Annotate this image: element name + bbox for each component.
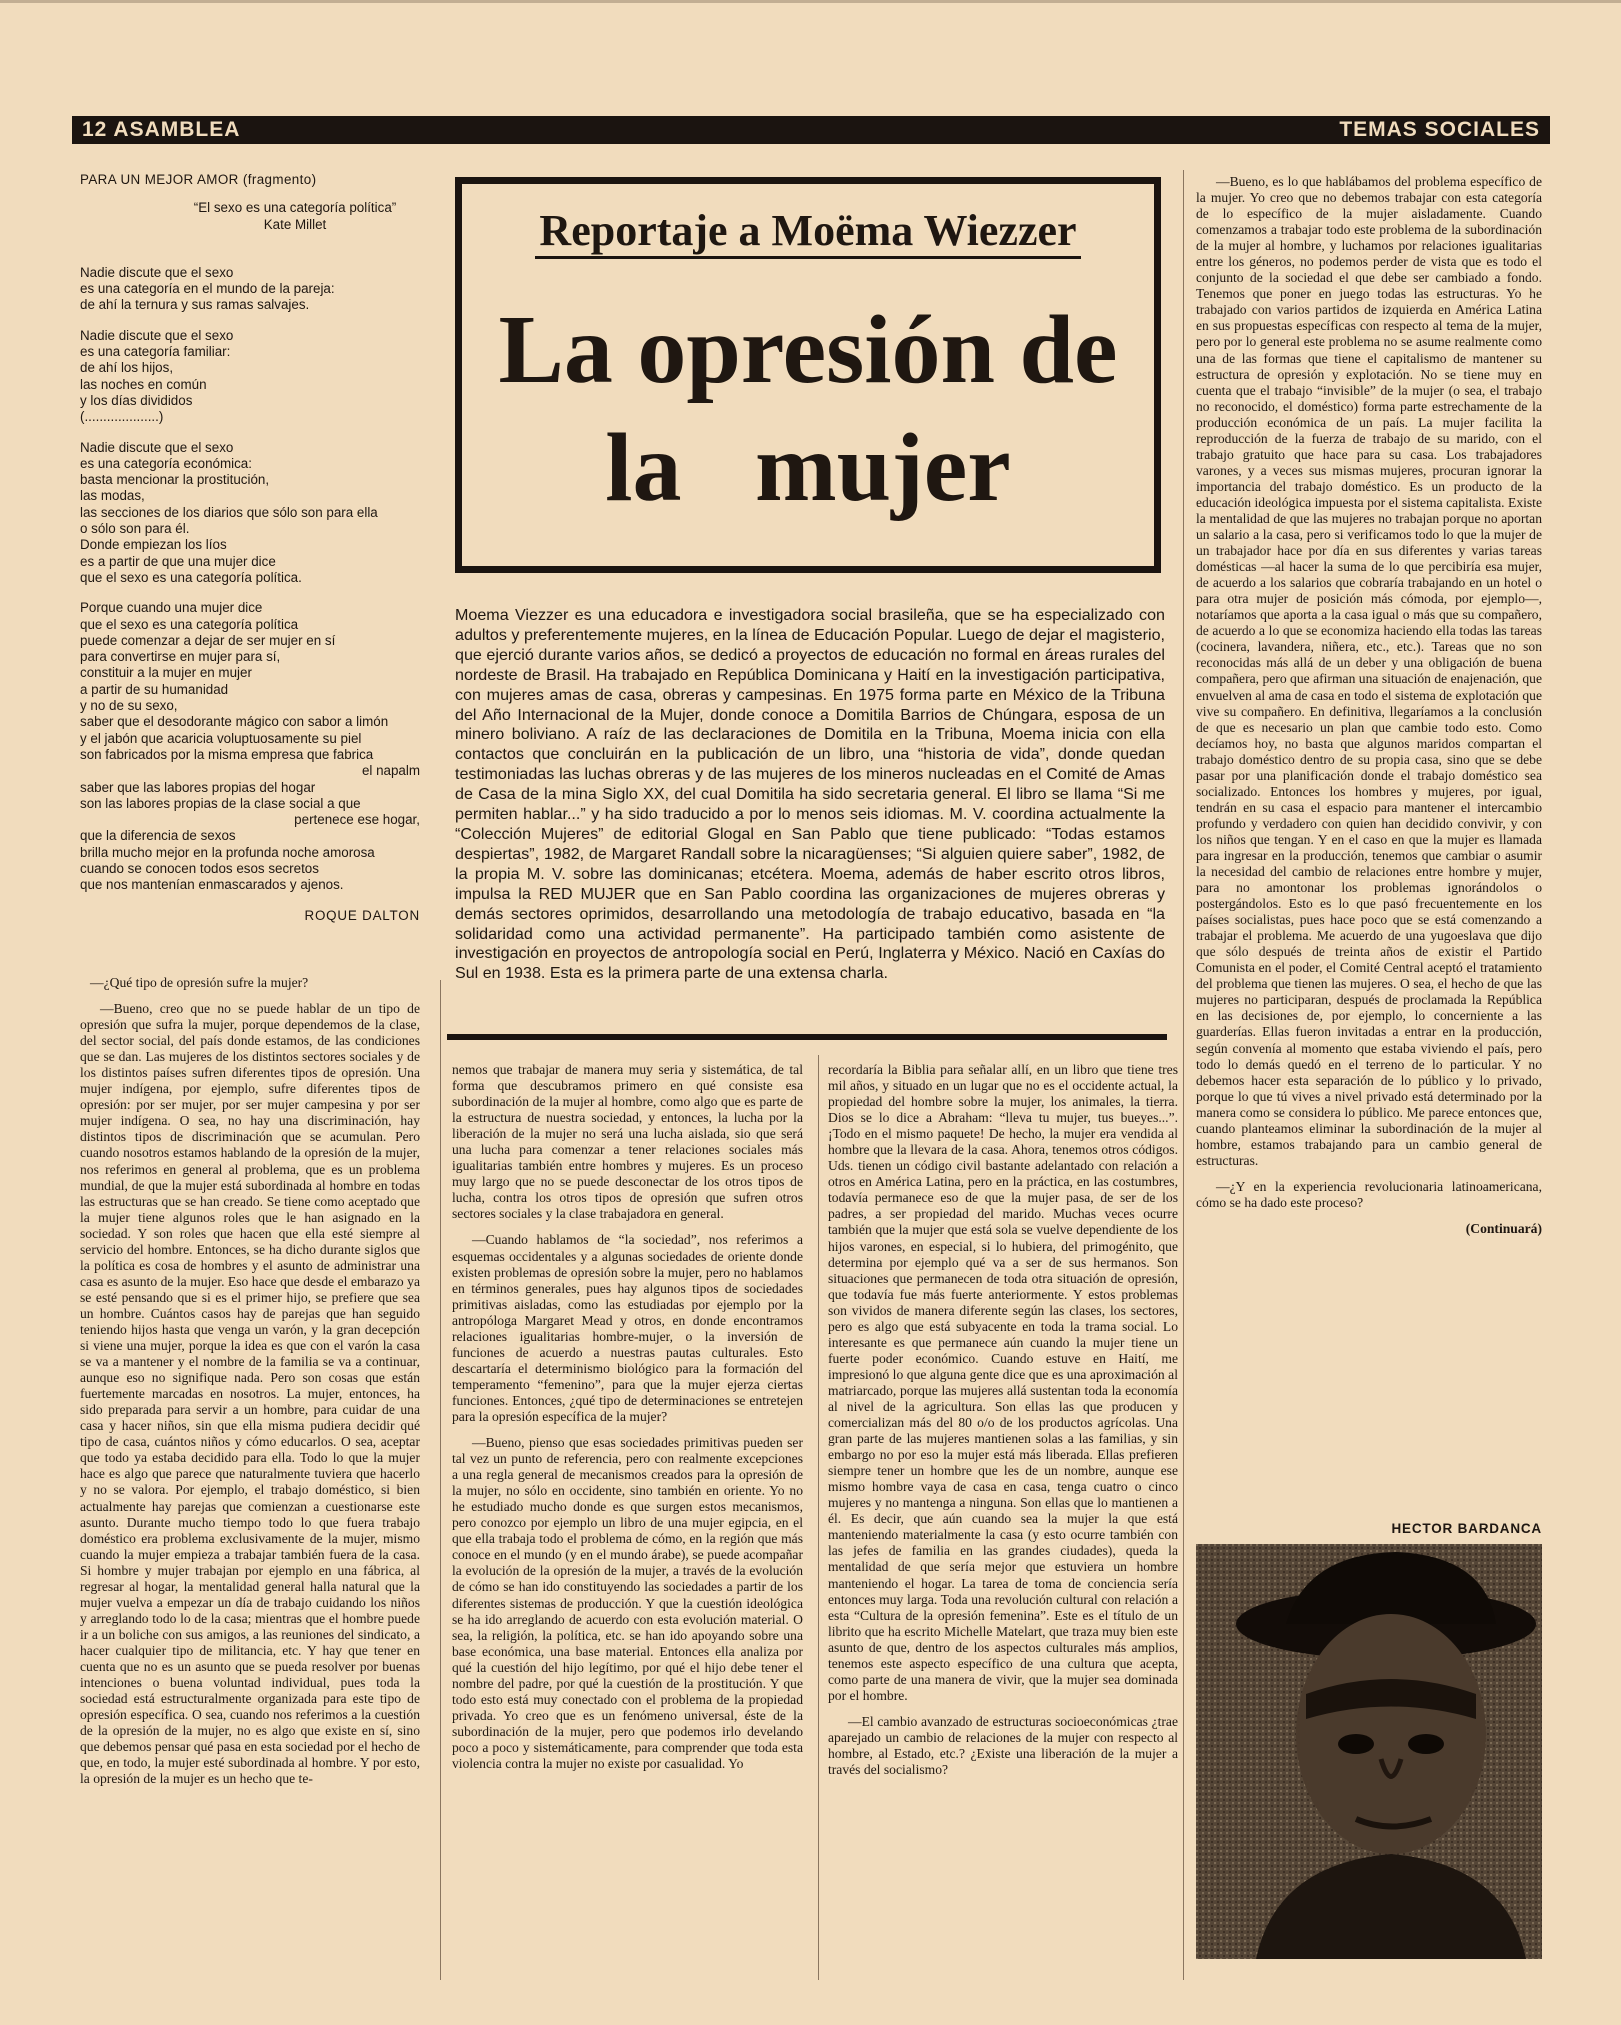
column-rule <box>440 980 441 1980</box>
poem-line: las noches en común <box>80 376 207 392</box>
article-title-box <box>455 177 1161 573</box>
paragraph: nemos que trabajar de manera muy seria y sistemática, de tal forma que descubramos primero en qué consiste esa subordinación de la mujer al hombre, como algo que es parte de la estructura de nuestra sociedad, y entonces, la lucha por la liberación de la mujer no será una lucha aislada, sio que será una lucha para comenzar a tener relaciones sociales más igualitarias también entre hombres y mujeres. Es un proceso muy largo que no se puede desconectar de los otros tipos de lucha, contra los otros tipos de opresión que sufren otros sectores sociales y la clase trabajadora en general. <box>452 1062 803 1222</box>
poem-line: es a partir de que una mujer dice <box>80 553 276 569</box>
poem-author: ROQUE DALTON <box>304 907 420 923</box>
poem-line: son las labores propias de la clase social a que <box>80 795 361 811</box>
article-title <box>462 291 1154 527</box>
question: —El cambio avanzado de estructuras socioeconómicas ¿trae aparejado un cambio de relaciones de la mujer con respecto al hombre, al Estado, etc.? ¿Existe una liberación de la mujer a través del socialismo? <box>828 1713 1178 1778</box>
poem-line: Nadie discute que el sexo <box>80 327 234 343</box>
article-title-line-1: La opresión de <box>498 296 1118 404</box>
poem-title: PARA UN MEJOR AMOR (fragmento) <box>80 172 317 187</box>
poem-line: basta mencionar la prostitución, <box>80 472 270 488</box>
epigraph-author: Kate Millet <box>263 216 327 232</box>
poem-line: pertenece ese hogar, <box>294 812 420 828</box>
top-edge-rule <box>0 0 1621 3</box>
poem-line: es una categoría familiar: <box>80 344 231 360</box>
poem-line: Nadie discute que el sexo <box>80 439 234 455</box>
continued-note: (Continuará) <box>1465 1221 1542 1236</box>
poem-line: es una categoría económica: <box>80 455 252 471</box>
poem-line: de ahí la ternura y sus ramas salvajes. <box>80 297 310 313</box>
poem-line: cuando se conocen todos esos secretos <box>80 860 319 876</box>
stanza-3 <box>80 440 430 587</box>
poem-line: para convertirse en mujer para sí, <box>80 649 281 665</box>
poem-line: saber que las labores propias del hogar <box>80 779 316 795</box>
article-title-line-2: la mujer <box>605 414 1011 522</box>
article-intro: Moema Viezzer es una educadora e investigadora social brasileña, que se ha especializado con adultos y preferentemente mujeres, en la línea de Educación Popular. Luego de dejar el magisterio, que ejerció durante varios años, se dedicó a proyectos de educación no formal en áreas rurales del nordeste de Brasil. Ha trabajado en República Dominicana y Haití en la investigación participativa, con mujeres amas de casa, obreras y campesinas. En 1975 forma parte en México de la Tribuna del Año Internacional de la Mujer, donde conoce a Domitila Barrios de Chúngara, esposa de un minero boliviano. A raíz de las declaraciones de Domitila en la Tribuna, Moema inicia con ella contactos que concluirán en la publicación de un libro, una “historia de vida”, donde quedan testimoniadas las luchas obreras y de las mujeres de los mineros nucleadas en el Comité de Amas de Casa de la mina Siglo XX, del cual Domitila ha sido secretaria general. El libro se llama “Si me permiten hablar...” y ha sido traducido a por lo menos seis idiomas. M. V. coordina actualmente la “Colección Mujeres” de editorial Glogal en San Pablo que tiene publicado: “Todas estamos despiertas”, 1982, de Margaret Randall sobre la nicaragüenses; “Si alguien quiere saber”, 1982, de la propia M. V. sobre las dominicanas; etcétera. Moema, además de haber escrito otros libros, impulsa la RED MUJER que en San Pablo coordina las organizaciones de mujeres obreras y demás sectores oprimidos, desarrollando una metodología de trabajo educativo, basada en “la solidaridad como una actividad permanente”. Ha participado también como asistente de investigación en proyectos de antropología social en Perú, Inglaterra y México. Nació en Caxías do Sul en 1938. Esta es la primera parte de una extensa charla. <box>455 606 1165 983</box>
question: —¿Qué tipo de opresión sufre la mujer? <box>90 975 309 990</box>
poem-line: a partir de su humanidad <box>80 681 229 697</box>
poem-line: constituir a la mujer en mujer <box>80 665 252 681</box>
article-column-1 <box>80 975 420 1797</box>
paragraph: —Bueno, es lo que hablábamos del problema específico de la mujer. Yo creo que no debemos trabajar con esta categoría de lo específico de la mujer aisladamente. Cuando comenzamos a trabajar todo este problema de la subordinación de la mujer al hombre, y luchamos por relaciones igualitarias entre los géneros, no podemos perder de vista que es todo el conjunto de la sociedad el que debe ser cambiado a fondo. Tenemos que poner en juego todas las estructuras. Yo he trabajado con varios partidos de izquierda en América Latina en sus propuestas específicas con respecto al tema de la mujer, pero por lo general este problema no se asume realmente como una de las formas que tiene el capitalismo de mantener su estructura de opresión y explotación. No se tiene muy en cuenta que el trabajo “invisible” de la mujer (o sea, el trabajo no reconocido, el doméstico) forma parte estrechamente de la producción económica de un país. La mujer facilita la reproducción de la fuerza de trabajo de su marido, con el trabajo gratuito que hace para su casa. Los trabajadores varones, y a veces sus mismas mujeres, procuran ignorar la importancia del trabajo doméstico. Es un producto de la educación ideológica impuesta por el sistema capitalista. Existe la mentalidad de que las mujeres no trabajan porque no aportan un salario a la casa, pero si verificamos todo lo que la mujer de un trabajador hace por día en sus diferentes y varias tareas domésticas —al hacer la suma de lo que percibiría esa mujer, de acuerdo a los salarios que cobraría trabajando en un hotel o para otra mujer de posición más cómoda, por ejemplo—, notaríamos que aporta a la casa igual o más que su compañero, de acuerdo a lo que se economiza haciendo ella todas las tareas (cocinera, lavandera, niñera, etc., etc.). Tareas que no son reconocidas más allá de un deber y una obligación de buena compañera, pero que afirman una situación de enajenación, que envuelven al ama de casa en todo el sistema de explotación que vive su compañero. En definitiva, llegaríamos a la conclusión de que es necesario un plan que cambie todo esto. Como decíamos hoy, no basta que algunos maridos compartan el trabajo doméstico dentro de su propia casa, sino que se debe pasar por una planificación donde el trabajo doméstico sea socializado. Entonces los hombres y mujeres, por igual, tendrán en su casa el espacio para mantener el intercambio profundo y verdadero con quien han decidido convivir, y con los niños que tengan. Y en el caso en que la mujer es llamada para ingresar en la producción, tenemos que cambiar o asumir la necesidad del cambio de relaciones entre hombre y mujer, para no amontonar los problemas ignorándolos o postergándolos. Esto es lo que pasó frecuentemente en los países socialistas, pues hace poco que se está comenzando a trabajar el problema. Me acuerdo de una yugoeslava que dijo que sólo después de treinta años de existir el Partido Comunista en el poder, el Comité Central aceptó el tratamiento del problema que tienen las mujeres. O sea, el hecho de que las mujeres no participaran, después de proclamada la República en las decisiones de, por ejemplo, lo concerniente a las guarderías. Ellas fueron invitadas a entrar en la producción, según convenía al momento que estaba viviendo el país, pero todo lo demás quedó en el terreno de lo particular. Y no debemos hacer esta separación de lo público y lo privado, porque lo que tú vives a nivel privado está determinado por la manera como se considera lo público. Me parece entonces que, cuando planteamos eliminar la subordinación de la mujer al hombre, estamos trabajando para un cambio general de estructuras. <box>1196 174 1542 1168</box>
poem-line: y los días divididos <box>80 392 193 408</box>
poem-line: o sólo son para él. <box>80 521 190 537</box>
epigraph <box>80 200 430 233</box>
question: —Cuando hablamos de “la sociedad”, nos referimos a esquemas occidentales y a algunas sociedades de oriente donde existen problemas de opresión sobre la mujer, pero no hablamos en términos generales, pues hay algunos tipos de sociedades primitivas aisladas, como las estudiadas por ejemplo por la antropóloga Margaret Mead y otros, en donde encontramos relaciones igualitarias hombre-mujer, o la inversión de funciones de acuerdo a nuestras pautas culturales. Esto descartaría el determinismo biológico para la formación del temperamento “femenino”, para que la mujer ejerza ciertas funciones. Entonces, ¿qué tipo de determinaciones se entretejen para la opresión específica de la mujer? <box>452 1232 803 1424</box>
column-rule <box>1183 170 1184 1980</box>
portrait-illustration <box>1196 1544 1542 1959</box>
page-header <box>72 116 1550 144</box>
question: —¿Y en la experiencia revolucionaria latinoamericana, cómo se ha dado este proceso? <box>1196 1178 1542 1210</box>
paragraph: —Bueno, pienso que esas sociedades primitivas pueden ser tal vez un punto de referencia, pero con realmente excepciones a una regla general de mecanismos creados para la opresión de la mujer, no sólo en occidente, sino también en oriente. Yo no he estudiado mucho donde es que surgen estos mecanismos, pero conozco por ejemplo un libro de una mujer egipcia, en el que ella trabaja todo el problema de cómo, en la región que más conoce en el mundo (y en el mundo árabe), se puede acompañar la evolución de la opresión de la mujer, a través de la evolución de cómo se han ido constituyendo las sociedades a partir de los diferentes sistemas de producción. Y que la cuestión ideológica se ha ido arreglando de acuerdo con esta evolución material. O sea, la religión, la política, etc. se han ido apoyando sobre una base económica, una base material. Entonces ella analiza por qué la cuestión del hijo legítimo, por qué el hijo debe tener el nombre del padre, por qué la cuestión de la prostitución. Y que todo esto está muy conectado con el problema de la propiedad privada. Yo creo que es un fenómeno universal, éste de la subordinación de la mujer, pero que podemos irlo develando poco a poco y sistemáticamente, para comprender que toda esta violencia contra la mujer no existe por casualidad. Yo <box>452 1435 803 1771</box>
poem-line: de ahí los hijos, <box>80 360 174 376</box>
section-name: TEMAS SOCIALES <box>1339 118 1540 141</box>
poem-line: brilla mucho mejor en la profunda noche amorosa <box>80 844 375 860</box>
poem-line: y no de su sexo, <box>80 698 178 714</box>
poem-line: las modas, <box>80 488 145 504</box>
column-rule <box>818 1055 819 1980</box>
poem-line: Donde empiezan los líos <box>80 537 227 553</box>
poem-line: es una categoría en el mundo de la pareja: <box>80 281 335 297</box>
poem-line: son fabricados por la misma empresa que fabrica <box>80 746 374 762</box>
poem-line: que el sexo es una categoría política <box>80 616 299 632</box>
article-column-4 <box>1196 174 1542 1237</box>
poem-line: que la diferencia de sexos <box>80 828 236 844</box>
poem-line: el napalm <box>361 763 420 779</box>
stanza-1 <box>80 265 430 314</box>
article-column-3 <box>828 1062 1178 1788</box>
poem-line: Nadie discute que el sexo <box>80 264 234 280</box>
poem-line: que nos mantenían enmascarados y ajenos. <box>80 877 344 893</box>
epigraph-quote: “El sexo es una categoría política” <box>193 200 397 216</box>
article-column-2 <box>452 1062 803 1782</box>
poem <box>80 172 430 924</box>
poem-line: saber que el desodorante mágico con sabor a limón <box>80 714 389 730</box>
page-number-section: 12 ASAMBLEA <box>82 118 241 141</box>
stanza-4 <box>80 600 430 893</box>
poem-line: Porque cuando una mujer dice <box>80 600 263 616</box>
portrait-photo <box>1196 1544 1542 1959</box>
paragraph: —Bueno, creo que no se puede hablar de un tipo de opresión que sufra la mujer, porque dependemos de la clase, del sector social, del país donde estamos, de las condiciones que se dan. Las mujeres de los distintos sectores sociales y de los distintos países sufren diferentes tipos de opresión. Una mujer indígena, por ejemplo, sufre diferentes tipos de opresión: por ser mujer, por ser mujer campesina y por ser mujer indígena. O sea, no hay una discriminación, hay distintos tipos de discriminación que se acumulan. Pero cuando nosotros estamos hablando de la opresión de la mujer, nos referimos en general al problema, que es un problema mundial, de que la mujer está subordinada al hombre en todas las estructuras que se han creado. Se tiene como aceptado que la mujer tiene algunos roles que le han asignado en la sociedad. Y son roles que hacen que ella esté siempre al servicio del hombre. Entonces, se ha dicho durante siglos que la política es cosa de hombres y el asunto de administrar una casa es asunto de la mujer. Eso hace que desde el embarazo ya se esté pensando que si es el primer hijo, se prefiere que sea un hombre. Cuántos casos hay de parejas que han seguido teniendo hijos hasta que venga un varón, y la gran decepción si viene una mujer, porque la idea es que con el varón la casa se va a mantener y el nombre de la familia se va a continuar, aunque eso no signifique nada. Pero son cosas que están fuertemente marcadas en nosotros. La mujer, entonces, ha sido preparada para servir a un hombre, para cuidar de una casa y hacer niños, sin que ella misma pudiera decidir qué tipo de casa, cuántos niños y cómo educarlos. O sea, aceptar que todo ya estaba decidido para ella. Todo lo que la mujer hace es algo que parece que naturalmente tuviera que hacerlo y no se valora. Por ejemplo, el trabajo doméstico, si bien actualmente hay parejas que comienzan a cuestionarse este asunto. Durante mucho tiempo todo lo que fuera trabajo doméstico era problema exclusivamente de la mujer, mismo cuando la mujer empieza a trabajar también fuera de la casa. Si hombre y mujer trabajan por ejemplo en una fábrica, al regresar al hogar, la mentalidad general halla natural que la mujer vuelva a empezar un día de trabajo cuidando los niños y arreglando todo lo de la casa; mientras que el hombre puede ir a un boliche con sus amigos, a las reuniones del sindicato, a hacer cualquier tipo de militancia, etc. Y hay que tener en cuenta que no es un asunto que se pueda resolver por buenas intenciones o buena voluntad individual, pues toda la sociedad está estructuralmente organizada para este tipo de opresión específica. O sea, cuando nos referimos a la cuestión de la opresión de la mujer, no es algo que existe en sí, sino que debemos pensar qué pasa en esta sociedad por el hecho de que, en todo, la mujer esté subordinada al hombre. Y por esto, la opresión de la mujer es un hecho que te- <box>80 1001 420 1787</box>
photo-credit: HECTOR BARDANCA <box>1391 1521 1542 1536</box>
poem-line: (....................) <box>80 409 164 425</box>
poem-line: puede comenzar a dejar de ser mujer en sí <box>80 632 336 648</box>
poem-line: y el jabón que acaricia voluptuosamente su piel <box>80 730 362 746</box>
poem-line: las secciones de los diarios que sólo son para ella <box>80 504 378 520</box>
section-divider <box>447 1034 1167 1040</box>
poem-line: que el sexo es una categoría política. <box>80 569 302 585</box>
stanza-2 <box>80 328 430 426</box>
paragraph: recordaría la Biblia para señalar allí, en un libro que tiene tres mil años, y situado en un lugar que no es el occidente actual, la propiedad del hombre sobre la mujer, los animales, la tierra. Dios se lo dice a Abraham: “lleva tu mujer, tus bueyes...”. ¡Todo en el mismo paquete! De hecho, la mujer era vendida al hombre que la llevara de la casa. Ahora, tenemos otros códigos. Uds. tienen un código civil bastante adelantado con relación a otros en América Latina, pero en la práctica, en las costumbres, todavía permanece eso de que la mujer pasa, de ser de los padres, a ser propiedad del marido. Muchas veces ocurre también que la mujer que está sola se vuelve dependiente de los hijos varones, en especial, si lo hubiera, del primogénito, que determina por ejemplo qué va a ser de sus hermanos. Son situaciones que permanecen de toda otra situación de opresión, que todavía fue más fuerte anteriormente. Y estos problemas son vividos de manera diferente según las clases, los sectores, pero es algo que está subyacente en toda la trama social. Lo interesante es que permanece aún cuando la mujer tiene un fuerte poder económico. Cuando estuve en Haití, me impresionó lo que alguna gente dice que es una aproximación al matriarcado, porque las mujeres allá sustentan toda la economía al nivel de la agricultura. Son ellas las que producen y comercializan más del 80 o/o de los productos agrícolas. Una gran parte de las mujeres mantienen solas a las familias, y sin embargo no por eso la mujer está más liberada. Ellas prefieren siempre tener un hombre que les de un nombre, aunque ese mismo hombre vaya de casa en casa, tenga cuatro o cinco mujeres y no mantenga a ninguna. Son ellas que lo mantienen a él. Es decir, que aún cuando sea la mujer la que está manteniendo materialmente la casa (y esto ocurre también con las jefes de familia en las grandes ciudades), queda la mentalidad de que sería mejor que estuviera un hombre manteniendo el hogar. La tarea de toma de conciencia sería entonces muy larga. Toda una revolución cultural con relación a esta “Cultura de la opresión femenina”. Este es el título de un librito que ha escrito Michelle Matelart, que traza muy bien este asunto de que, dentro de los aspectos culturales más amplios, tenemos este aspecto específico de una cultura que acepta, como parte de una manera de vivir, que la mujer sea dominada por el hombre. <box>828 1062 1178 1703</box>
article-kicker: Reportaje a Moëma Wiezzer <box>535 206 1080 259</box>
